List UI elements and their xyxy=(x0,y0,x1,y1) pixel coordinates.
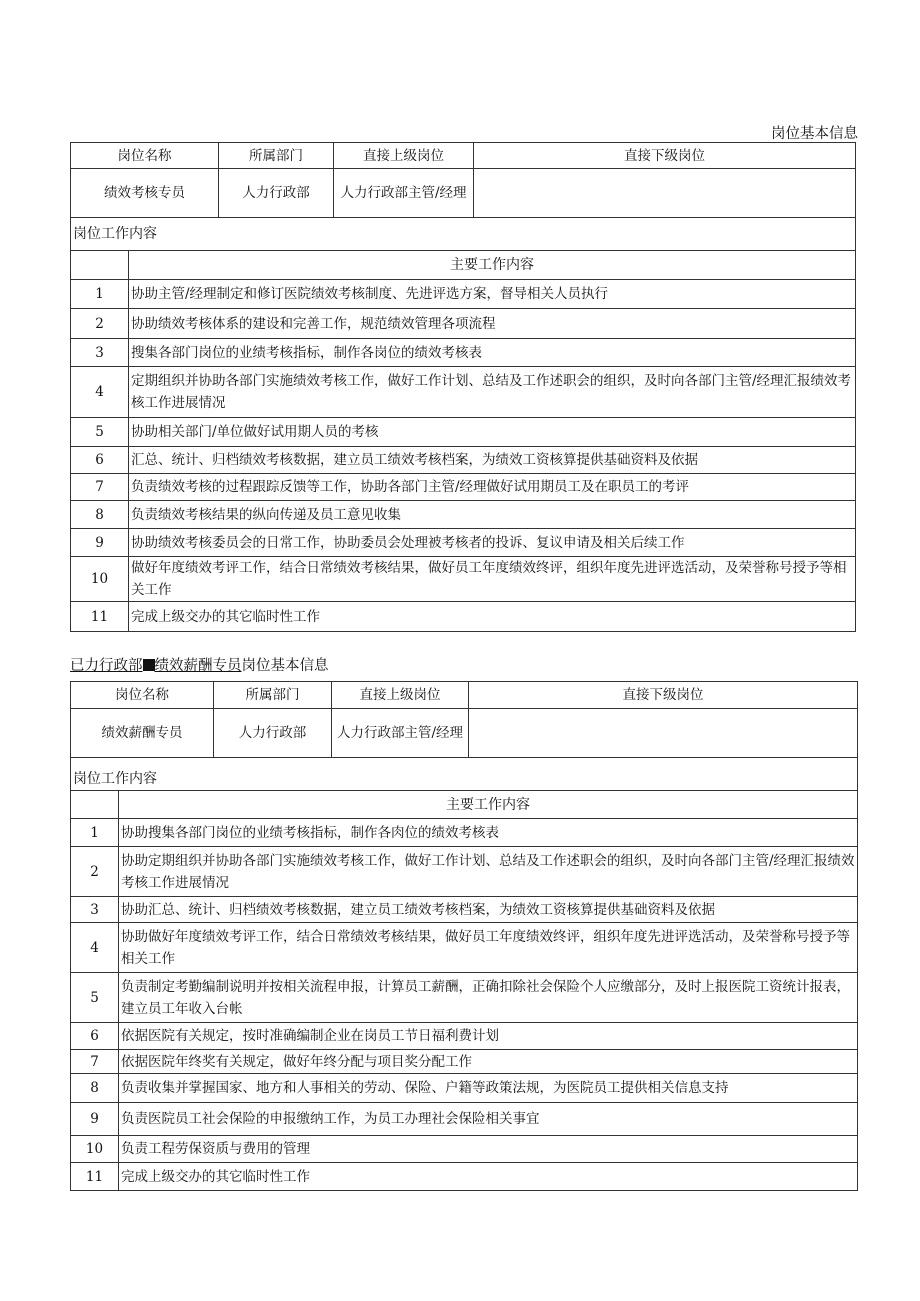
header-superior: 直接上级岗位 xyxy=(334,143,474,169)
work-item-row xyxy=(71,474,856,501)
item-text: 协助主管/经理制定和修订医院绩效考核制度、先进评选方案，督导相关人员执行 xyxy=(129,280,856,309)
item-text: 负责收集并掌握国家、地方和人事相关的劳动、保险、户籍等政策法规，为医院员工提供相关信息支持 xyxy=(119,1074,858,1103)
section2-title xyxy=(70,654,329,675)
work-item-row xyxy=(71,1074,858,1103)
item-number: 2 xyxy=(71,309,129,339)
work-item-row xyxy=(71,1023,858,1050)
item-text: 负责制定考勤编制说明并按相关流程申报，计算员工薪酬，正确扣除社会保险个人应缴部分，及时上报医院工资统计报表，建立员工年收入台帐 xyxy=(119,973,858,1023)
work-item-row xyxy=(71,1163,858,1191)
work-item-row xyxy=(71,367,856,418)
work-item-row xyxy=(71,819,858,847)
department: 人力行政部 xyxy=(214,709,332,758)
header-position-name: 岗位名称 xyxy=(71,682,214,709)
item-text: 负责工程劳保资质与费用的管理 xyxy=(119,1136,858,1163)
item-number: 11 xyxy=(71,602,129,632)
item-number: 1 xyxy=(71,819,119,847)
item-number: 10 xyxy=(71,557,129,602)
item-number: 8 xyxy=(71,1074,119,1103)
work-item-row xyxy=(71,280,856,309)
item-text: 完成上级交办的其它临时性工作 xyxy=(119,1163,858,1191)
position-name: 绩效薪酬专员 xyxy=(71,709,214,758)
work-item-row xyxy=(71,1136,858,1163)
item-text: 协助做好年度绩效考评工作，结合日常绩效考核结果，做好员工年度绩效终评，组织年度先进评选活动，及荣誉称号授予等相关工作 xyxy=(119,923,858,973)
item-text: 依据医院年终奖有关规定，做好年终分配与项目奖分配工作 xyxy=(119,1050,858,1074)
header-subordinate: 直接下级岗位 xyxy=(474,143,856,169)
item-text: 搜集各部门岗位的业绩考核指标，制作各岗位的绩效考核表 xyxy=(129,339,856,367)
header-subordinate: 直接下级岗位 xyxy=(469,682,858,709)
item-text: 定期组织并协助各部门实施绩效考核工作，做好工作计划、总结及工作述职会的组织，及时向各部门主管/经理汇报绩效考核工作进展情况 xyxy=(129,367,856,418)
item-text: 协助搜集各部门岗位的业绩考核指标，制作各肉位的绩效考核表 xyxy=(119,819,858,847)
item-text: 负责医院员工社会保险的申报缴纳工作，为员工办理社会保险相关事宜 xyxy=(119,1103,858,1136)
work-content-label: 岗位工作内容 xyxy=(71,758,858,791)
subordinate xyxy=(469,709,858,758)
section1-info-table xyxy=(70,142,856,251)
item-text: 协助绩效考核委员会的日常工作，协助委员会处理被考核者的投诉、复议申请及相关后续工作 xyxy=(129,529,856,557)
section2-work-table xyxy=(70,790,858,1191)
item-number: 9 xyxy=(71,1103,119,1136)
work-item-row xyxy=(71,447,856,474)
info-value-row xyxy=(71,709,858,758)
work-item-row xyxy=(71,557,856,602)
department: 人力行政部 xyxy=(219,169,334,218)
work-item-row xyxy=(71,1050,858,1074)
item-text: 依据医院有关规定，按时准确编制企业在岗员工节日福利费计划 xyxy=(119,1023,858,1050)
header-department: 所属部门 xyxy=(219,143,334,169)
section1-work-table xyxy=(70,250,856,632)
work-item-row xyxy=(71,923,858,973)
item-number: 8 xyxy=(71,501,129,529)
info-header-row xyxy=(71,682,858,709)
item-number: 1 xyxy=(71,280,129,309)
superior: 人力行政部主管/经理 xyxy=(332,709,469,758)
header-position-name: 岗位名称 xyxy=(71,143,219,169)
main-content-header: 主要工作内容 xyxy=(129,251,856,280)
work-item-row xyxy=(71,501,856,529)
work-item-row xyxy=(71,339,856,367)
item-number: 7 xyxy=(71,1050,119,1074)
item-number: 10 xyxy=(71,1136,119,1163)
item-text: 协助汇总、统计、归档绩效考核数据，建立员工绩效考核档案，为绩效工资核算提供基础资料及依据 xyxy=(119,897,858,923)
info-value-row xyxy=(71,169,856,218)
subordinate xyxy=(474,169,856,218)
section1-table xyxy=(70,142,856,632)
section2-info-table xyxy=(70,681,858,791)
item-text: 协助定期组织并协助各部门实施绩效考核工作，做好工作计划、总结及工作述职会的组织，及时向各部门主管/经理汇报绩效考核工作进展情况 xyxy=(119,847,858,897)
section2-table xyxy=(70,681,858,1191)
item-number: 5 xyxy=(71,973,119,1023)
work-item-row xyxy=(71,309,856,339)
work-item-row xyxy=(71,529,856,557)
item-text: 负责绩效考核结果的纵向传递及员工意见收集 xyxy=(129,501,856,529)
item-number: 6 xyxy=(71,1023,119,1050)
item-text: 做好年度绩效考评工作，结合日常绩效考核结果，做好员工年度绩效终评，组织年度先进评选活动，及荣誉称号授予等相关工作 xyxy=(129,557,856,602)
work-item-row xyxy=(71,847,858,897)
work-content-label: 岗位工作内容 xyxy=(71,218,856,251)
item-number: 9 xyxy=(71,529,129,557)
item-number: 11 xyxy=(71,1163,119,1191)
position-name: 绩效考核专员 xyxy=(71,169,219,218)
header-department: 所属部门 xyxy=(214,682,332,709)
main-content-header: 主要工作内容 xyxy=(119,791,858,819)
item-number: 4 xyxy=(71,367,129,418)
section2-title-dept: 已力行政部 绩效薪酬专员 xyxy=(70,658,242,674)
work-item-row xyxy=(71,973,858,1023)
superior: 人力行政部主管/经理 xyxy=(334,169,474,218)
item-text: 负责绩效考核的过程跟踪反馈等工作，协助各部门主管/经理做好试用期员工及在职员工的考评 xyxy=(129,474,856,501)
item-number: 4 xyxy=(71,923,119,973)
item-number: 7 xyxy=(71,474,129,501)
work-item-row xyxy=(71,1103,858,1136)
section2-title-rest: 岗位基本信息 xyxy=(241,658,329,674)
item-text: 协助绩效考核体系的建设和完善工作，规范绩效管理各项流程 xyxy=(129,309,856,339)
item-number: 5 xyxy=(71,418,129,447)
item-text: 协助相关部门/单位做好试用期人员的考核 xyxy=(129,418,856,447)
info-header-row xyxy=(71,143,856,169)
item-number: 2 xyxy=(71,847,119,897)
work-item-row xyxy=(71,418,856,447)
item-text: 完成上级交办的其它临时性工作 xyxy=(129,602,856,632)
item-number: 6 xyxy=(71,447,129,474)
item-number: 3 xyxy=(71,339,129,367)
header-superior: 直接上级岗位 xyxy=(332,682,469,709)
work-item-row xyxy=(71,602,856,632)
item-number: 3 xyxy=(71,897,119,923)
section1-title: 岗位基本信息 xyxy=(771,126,858,142)
item-text: 汇总、统计、归档绩效考核数据，建立员工绩效考核档案，为绩效工资核算提供基础资料及依据 xyxy=(129,447,856,474)
work-item-row xyxy=(71,897,858,923)
